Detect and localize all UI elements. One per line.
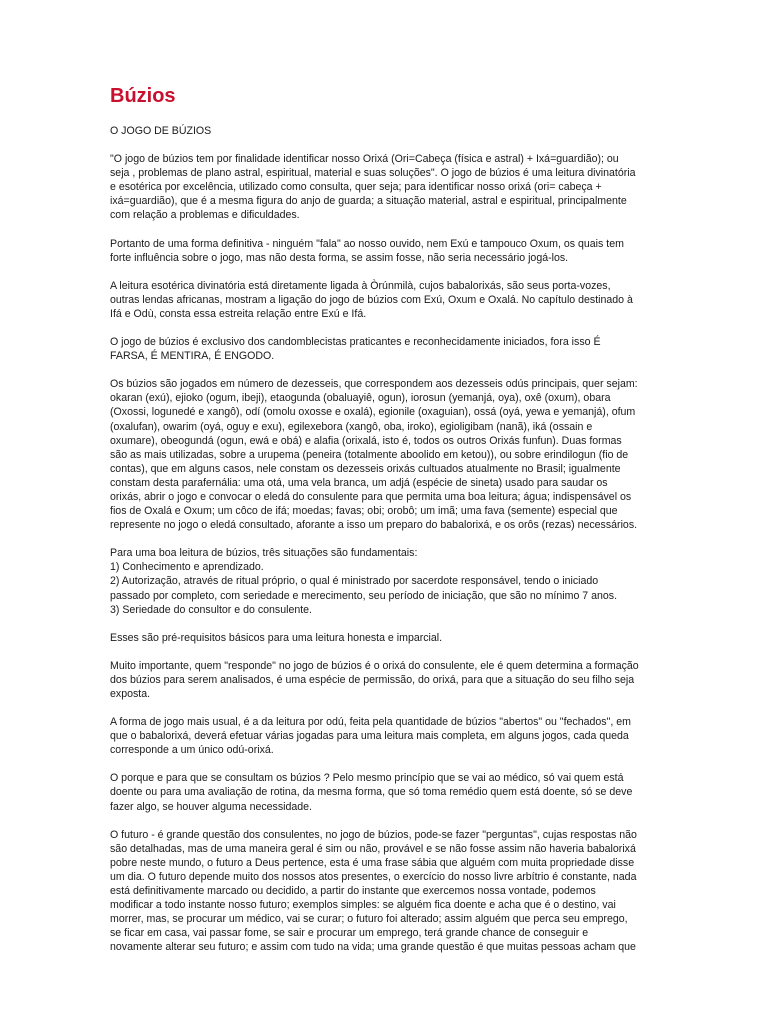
section-heading: O JOGO DE BÚZIOS — [110, 125, 212, 137]
paragraph — [110, 631, 658, 645]
paragraph — [110, 335, 658, 363]
text-line: O jogo de búzios é exclusivo dos candomblecistas praticantes e reconhecidamente iniciados, fora isso É — [110, 336, 601, 349]
paragraph — [110, 659, 658, 701]
text-line: oxumare), obeogundá (ogun, ewá e obá) e alafia (orixalá, isto é, todos os outros Orixás funfun). Duas formas — [110, 434, 622, 447]
text-line: exposta. — [110, 688, 151, 700]
text-line: contas), que em alguns casos, nele constam os dezesseis orixás cultuados atualmente no Brasil; igualmente — [110, 462, 621, 475]
text-line: um dia. O futuro depende muito dos nossos atos presentes, o exercício do nosso livre arbítrio é constante, nada — [110, 870, 637, 883]
text-line: (Oxossi, logunedé e xangô), odí (omolu oxosse e oxalá), egionile (oxaguian), ossá (oyá, yewa e yemanjá), ofum — [110, 406, 636, 419]
paragraph — [110, 152, 658, 222]
text-line: Portanto de uma forma definitiva - ninguém "fala" ao nosso ouvido, nem Exú e tampouco Oxum, os quais tem — [110, 237, 624, 250]
text-line: 2) Autorização, através de ritual próprio, o qual é ministrado por sacerdote responsável, tendo o iniciado — [110, 575, 599, 588]
text-line: novamente alterar seu futuro; e assim com tudo na vida; uma grande questão é que muitas pessoas acham que — [110, 941, 636, 954]
text-line: (oxalufan), owarim (oyá, oguy e exu), egilexebora (xangô, oba, iroko), egioligibam (nanã), iká (ossain e — [110, 420, 593, 433]
paragraph — [110, 771, 658, 813]
text-line: Para uma boa leitura de búzios, três situações são fundamentais: — [110, 547, 418, 560]
text-line: está definitivamente marcado ou decidido, a partir do instante que exercemos nossa vontade, podemos — [110, 885, 596, 898]
paragraph — [110, 237, 658, 265]
text-line: A leitura esotérica divinatória está diretamente ligada à Òrúnmilà, cujos babalorixás, são seus porta-vozes, — [110, 279, 611, 292]
text-line: passado por completo, com seriedade e merecimento, seu período de iniciação, que são no mínimo 7 anos. — [110, 589, 618, 602]
text-line: O futuro - é grande questão dos consulentes, no jogo de búzios, pode-se fazer "perguntas", cujas respostas não — [110, 828, 637, 841]
text-line: A forma de jogo mais usual, é a da leitura por odú, feita pela quantidade de búzios "abertos" ou "fechados", em — [110, 716, 631, 729]
text-line: 3) Seriedade do consultor e do consulente. — [110, 603, 313, 616]
text-line: okaran (exú), ejioko (ogum, ibeji), etaogunda (obaluayiê, ogun), iorosun (yemanjá, oya), oxê (oxum), obara — [110, 392, 611, 405]
text-line: orixás, abrir o jogo e convocar o eledá do consulente para que permita uma boa leitura; água; indispensável os — [110, 490, 632, 503]
text-line: Ifá e Odù, consta essa estreita relação entre Exú e Ifá. — [110, 307, 367, 320]
text-line: forte influência sobre o jogo, mas não desta forma, se assim fosse, não seria necessário jogá-los. — [110, 251, 569, 264]
text-line: seja , problemas de plano astral, espiritual, material e suas soluções". O jogo de búzios é uma leitura divinatória — [110, 167, 636, 180]
text-line: FARSA, É MENTIRA, É ENGODO. — [110, 350, 275, 363]
text-line: e esotérica por excelência, utilizado como consulta, quer seja; para identificar nosso orixá (ori= cabeça + — [110, 181, 602, 194]
text-line: outras lendas africanas, mostram a ligação do jogo de búzios com Exú, Oxum e Oxalá. No capítulo destinado à — [110, 293, 633, 306]
text-line: são as mais utilizadas, sobre a urupema (peneira (totalmente aboolido em ketou)), ou sobre erindilogun (fio de — [110, 448, 629, 461]
text-line: com relação a problemas e dificuldades. — [110, 209, 300, 222]
paragraph — [110, 279, 658, 321]
text-line: doente ou para uma avaliação de rotina, da mesma forma, que só toma remédio quem está doente, só se deve — [110, 786, 633, 799]
text-line: represente no jogo o eledá consultado, aforante a isso um preparo do babalorixá, e os orôs (rezas) necessários. — [110, 519, 638, 532]
paragraph — [110, 546, 658, 616]
text-line: Esses são pré-requisitos básicos para uma leitura honesta e imparcial. — [110, 631, 443, 644]
text-line: "O jogo de búzios tem por finalidade identificar nosso Orixá (Ori=Cabeça (física e astral) + Ixá=guardião); ou — [110, 153, 619, 166]
text-line: se ficar em casa, vai passar fome, se sair e procurar um emprego, terá grande chance de conseguir e — [110, 927, 589, 940]
page-title: Búzios — [110, 85, 176, 107]
paragraph — [110, 828, 658, 955]
text-line: fios de Oxalá e Oxum; um côco de ifá; moedas; favas; obi; orobô; um imã; uma fava (semente) especial que — [110, 505, 618, 518]
paragraph — [110, 377, 658, 532]
text-line: O porque e para que se consultam os búzios ? Pelo mesmo princípio que se vai ao médico, só vai quem está — [110, 772, 624, 785]
text-line: Muito importante, quem "responde" no jogo de búzios é o orixá do consulente, ele é quem determina a formação — [110, 659, 639, 672]
text-line: Os búzios são jogados em número de dezesseis, que correspondem aos dezesseis odús principais, quer sejam: — [110, 378, 638, 391]
text-line: que o babalorixá, deverá efetuar várias jogadas para uma leitura mais completa, em alguns jogos, cada queda — [110, 730, 629, 743]
text-line: 1) Conhecimento e aprendizado. — [110, 561, 264, 574]
text-line: modificar a todo instante nosso futuro; exemplos simples: se alguém fica doente e acha que é o destino, vai — [110, 899, 616, 912]
text-line: pobre neste mundo, o futuro a Deus pertence, esta é uma frase sábia que alguém com muita propriedade disse — [110, 856, 635, 869]
paragraph — [110, 715, 658, 757]
document-body — [110, 152, 658, 954]
text-line: corresponde a um único odú-orixá. — [110, 744, 274, 757]
text-line: morrer, mas, se procurar um médico, vai se curar; o futuro foi alterado; assim alguém que perca seu emprego, — [110, 913, 628, 926]
document-page — [110, 84, 658, 969]
text-line: constam desta parafernália: uma otá, uma vela branca, um adjá (espécie de sineta) usado para saudar os — [110, 476, 608, 489]
text-line: são detalhadas, mas de uma maneira geral é sim ou não, provável e se não fosse assim não haveria babalorixá — [110, 842, 636, 855]
text-line: ixá=guardião), que é a mesma figura do anjo de guarda; a situação material, astral e espiritual, principalmente — [110, 195, 627, 208]
text-line: fazer algo, se houver alguma necessidade. — [110, 800, 312, 813]
text-line: dos búzios para serem analisados, é uma espécie de permissão, do orixá, para que a situação do seu filho seja — [110, 673, 635, 686]
